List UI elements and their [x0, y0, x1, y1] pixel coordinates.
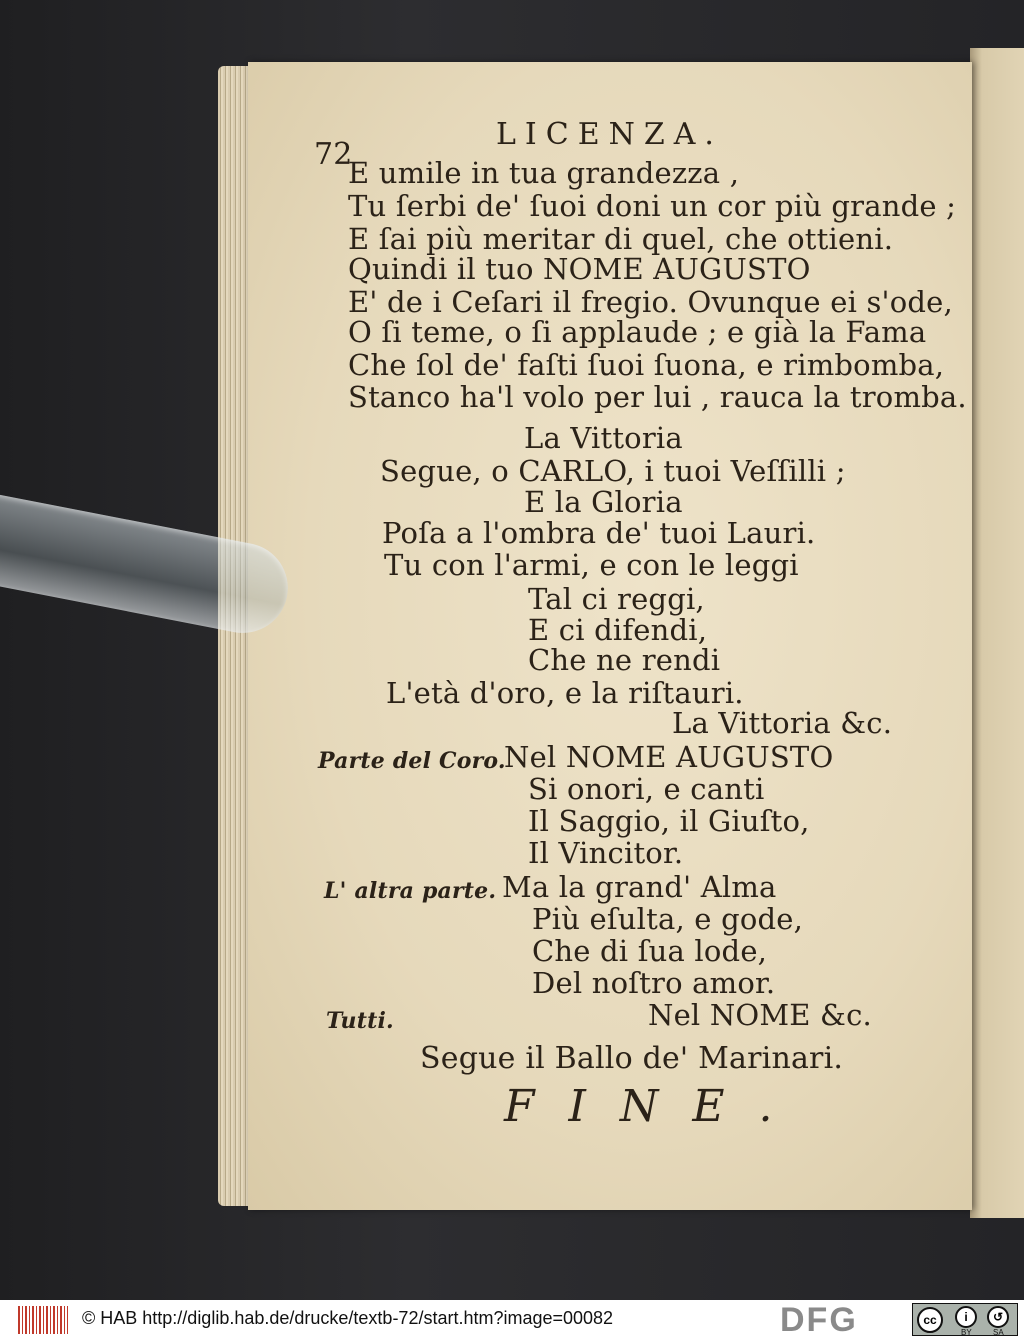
dfg-logo: DFG — [780, 1301, 858, 1339]
verse-line: E umile in tua grandezza , — [348, 156, 740, 190]
verse-line: Stanco ha'l volo per lui , rauca la tromba. — [348, 380, 967, 414]
coro-line: Del noſtro amor. — [532, 966, 776, 1000]
aria-line: Tu con l'armi, e con le leggi — [384, 548, 799, 582]
speaker-label: Parte del Coro. — [318, 748, 506, 774]
facing-page-edge — [970, 48, 1024, 1218]
speaker-label: Tutti. — [326, 1008, 394, 1034]
verse-line: Tu ſerbi de' ſuoi doni un cor più grande ; — [348, 189, 957, 223]
aria-line: La Vittoria &c. — [672, 706, 893, 740]
license-sa-label: SA — [993, 1328, 1004, 1337]
closing-line: Segue il Ballo de' Marinari. — [420, 1041, 844, 1076]
hab-logo-icon — [18, 1306, 68, 1334]
aria-line: E ci difendi, — [528, 613, 708, 647]
aria-line: Tal ci reggi, — [528, 582, 705, 616]
cc-license-badge[interactable] — [912, 1303, 1018, 1336]
coro-line: Più eſulta, e gode, — [532, 902, 804, 936]
coro-line: Il Saggio, il Giuſto, — [528, 804, 810, 838]
finis: FINE. — [504, 1081, 807, 1132]
coro-line: Nel NOME &c. — [648, 998, 872, 1032]
footer-bar — [0, 1300, 1024, 1339]
coro-line: Si onori, e canti — [528, 772, 765, 806]
page-number: 72 — [314, 137, 353, 172]
aria-line: Che ne rendi — [528, 643, 721, 677]
coro-line: Che di ſua lode, — [532, 934, 768, 968]
license-by-label: BY — [961, 1328, 972, 1337]
coro-line: Nel NOME AUGUSTO — [504, 740, 834, 774]
aria-line: E la Gloria — [524, 485, 683, 519]
aria-line: La Vittoria — [524, 421, 683, 455]
verse-line: O ſi teme, o ſi applaude ; e già la Fama — [348, 315, 927, 349]
verse-line: Che ſol de' faſti ſuoi ſuona, e rimbomba, — [348, 348, 945, 382]
speaker-label: L' altra parte. — [324, 878, 497, 904]
aria-line: Segue, o CARLO, i tuoi Veſſilli ; — [380, 454, 846, 488]
footer-credit[interactable]: © HAB http://diglib.hab.de/drucke/textb-72/start.htm?image=00082 — [82, 1308, 614, 1328]
running-title: LICENZA. — [496, 117, 723, 152]
coro-line: Il Vincitor. — [528, 836, 684, 870]
by-icon: i — [955, 1306, 977, 1328]
aria-line: L'età d'oro, e la riſtauri. — [386, 676, 744, 710]
verse-line: Quindi il tuo NOME AUGUSTO — [348, 252, 811, 286]
sa-icon: ↺ — [987, 1306, 1009, 1328]
verse-line: E ſai più meritar di quel, che ottieni. — [348, 222, 894, 256]
aria-line: Poſa a l'ombra de' tuoi Lauri. — [382, 516, 816, 550]
coro-line: Ma la grand' Alma — [502, 870, 777, 904]
cc-icon: cc — [917, 1307, 943, 1333]
verse-line: E' de i Ceſari il fregio. Ovunque ei s'ode, — [348, 285, 953, 319]
